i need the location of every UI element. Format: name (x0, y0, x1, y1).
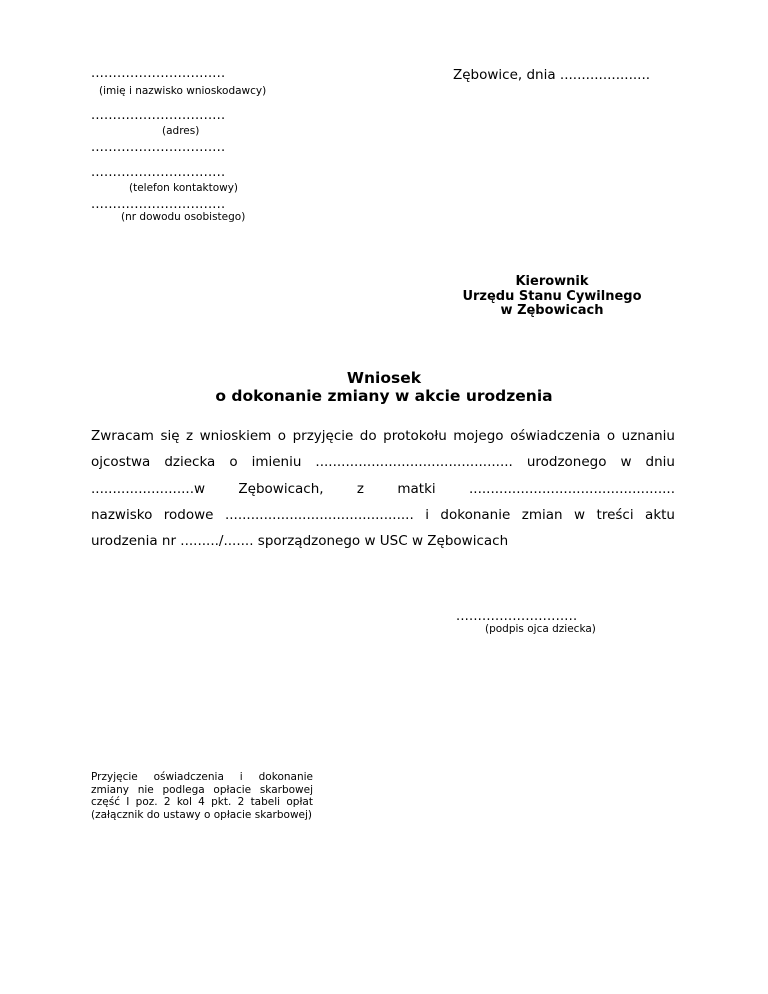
phone-caption: (telefon kontaktowy) (129, 182, 239, 194)
address-dots-second: ............................... (91, 140, 226, 155)
document-subtitle: o dokonanie zmiany w akcie urodzenia (215, 387, 553, 405)
signature-dots: ............................ (456, 609, 578, 624)
address-dots: ............................... (91, 108, 226, 123)
applicant-name-caption: (imię i nazwisko wnioskodawcy) (99, 85, 267, 97)
address-caption: (adres) (162, 125, 200, 137)
document-title: Wniosek (346, 369, 422, 387)
fee-footnote (91, 771, 313, 821)
addressee-location: w Zębowicach (500, 303, 604, 318)
fee-footnote-line-4: (załącznik do ustawy o opłacie skarbowej) (91, 808, 313, 821)
id-number-dots: ............................... (91, 197, 226, 212)
fee-footnote-line-3: część I poz. 2 kol 4 pkt. 2 tabeli opłat (91, 796, 313, 808)
signature-caption: (podpis ojca dziecka) (485, 623, 596, 635)
place-date-line: Zębowice, dnia ..................... (453, 67, 651, 83)
body-line-4: nazwisko rodowe ............................................ i dokonanie zmian w treści aktu (91, 507, 675, 523)
body-line-1: Zwracam się z wnioskiem o przyjęcie do protokołu mojego oświadczenia o uznaniu (91, 428, 675, 444)
id-number-caption: (nr dowodu osobistego) (121, 211, 246, 223)
body-line-2: ojcostwa dziecka o imieniu .............................................. urodzonego w dniu (91, 454, 675, 470)
addressee-office: Urzędu Stanu Cywilnego (462, 289, 642, 304)
body-line-5: urodzenia nr ........./....... sporządzonego w USC w Zębowicach (91, 533, 509, 549)
addressee-title: Kierownik (515, 274, 589, 289)
phone-dots: ............................... (91, 165, 226, 180)
applicant-name-dots: ............................... (91, 66, 226, 81)
fee-footnote-line-1: Przyjęcie oświadczenia i dokonanie (91, 771, 313, 783)
fee-footnote-line-2: zmiany nie podlega opłacie skarbowej (91, 783, 313, 796)
body-line-3: ........................w Zębowicach, z matki ................................................ (91, 481, 675, 497)
